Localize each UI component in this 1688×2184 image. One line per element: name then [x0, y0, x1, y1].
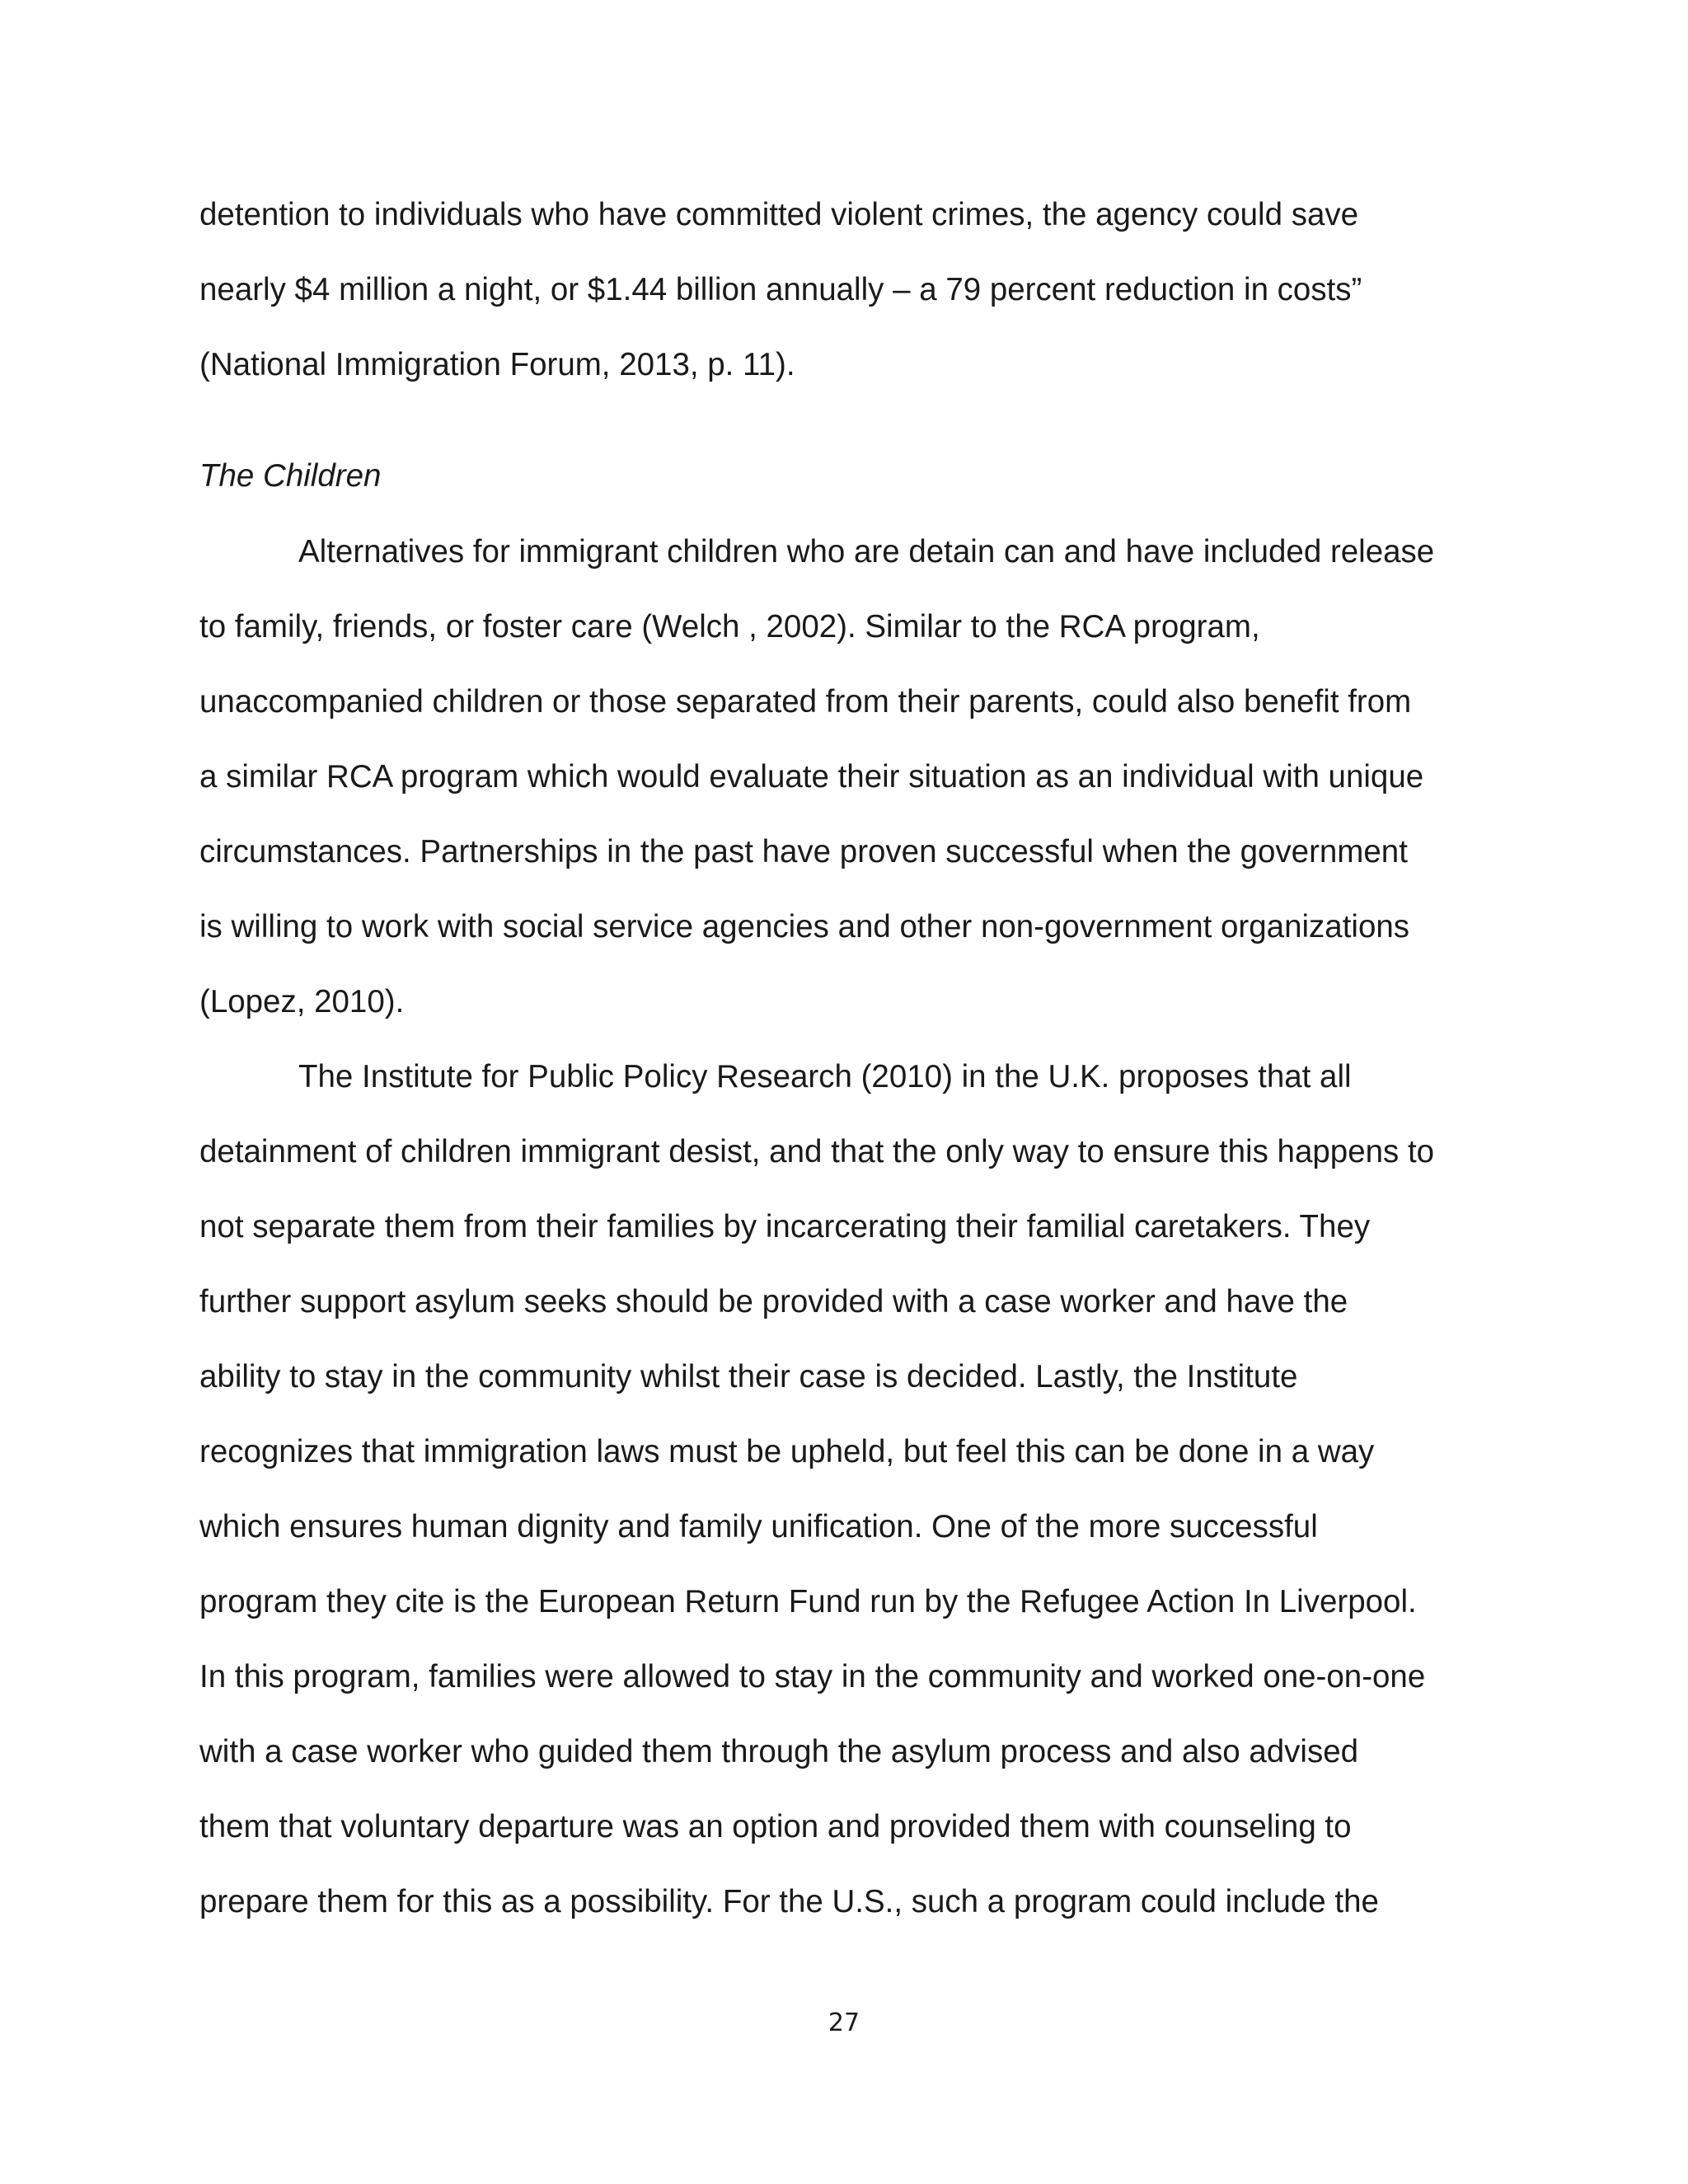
page-number: 27: [828, 2008, 860, 2037]
text-line: In this program, families were allowed to stay in the community and worked one-on-one: [199, 1659, 1426, 1694]
text-line: detention to individuals who have committed violent crimes, the agency could save: [199, 197, 1359, 232]
text-line: prepare them for this as a possibility. For the U.S., such a program could include the: [199, 1884, 1379, 1919]
text-line: program they cite is the European Return Fund run by the Refugee Action In Liverpool.: [199, 1584, 1417, 1619]
text-line: with a case worker who guided them through the asylum process and also advised: [199, 1734, 1359, 1769]
text-line: which ensures human dignity and family unification. One of the more successful: [199, 1509, 1318, 1544]
text-line: a similar RCA program which would evaluate their situation as an individual with unique: [199, 759, 1424, 794]
text-line: is willing to work with social service agencies and other non-government organizations: [199, 909, 1410, 944]
text-line: to family, friends, or foster care (Welch , 2002). Similar to the RCA program,: [199, 609, 1260, 644]
text-line: ability to stay in the community whilst their case is decided. Lastly, the Institute: [199, 1359, 1298, 1394]
text-line: unaccompanied children or those separated from their parents, could also benefit from: [199, 684, 1412, 719]
text-line: recognizes that immigration laws must be upheld, but feel this can be done in a way: [199, 1434, 1375, 1469]
text-line: not separate them from their families by incarcerating their familial caretakers. They: [199, 1209, 1371, 1244]
text-line: (Lopez, 2010).: [199, 984, 405, 1019]
text-line: further support asylum seeks should be provided with a case worker and have the: [199, 1284, 1348, 1319]
text-line: Alternatives for immigrant children who are detain can and have included release: [298, 534, 1435, 569]
text-line: nearly $4 million a night, or $1.44 billion annually – a 79 percent reduction in costs”: [199, 272, 1362, 307]
text-line: The Institute for Public Policy Research (2010) in the U.K. proposes that all: [298, 1059, 1352, 1094]
section-heading: The Children: [199, 458, 382, 494]
text-line: detainment of children immigrant desist, and that the only way to ensure this happens to: [199, 1134, 1435, 1169]
text-line: them that voluntary departure was an option and provided them with counseling to: [199, 1809, 1352, 1844]
text-line: (National Immigration Forum, 2013, p. 11).: [199, 347, 795, 382]
text-line: circumstances. Partnerships in the past have proven successful when the government: [199, 834, 1408, 869]
